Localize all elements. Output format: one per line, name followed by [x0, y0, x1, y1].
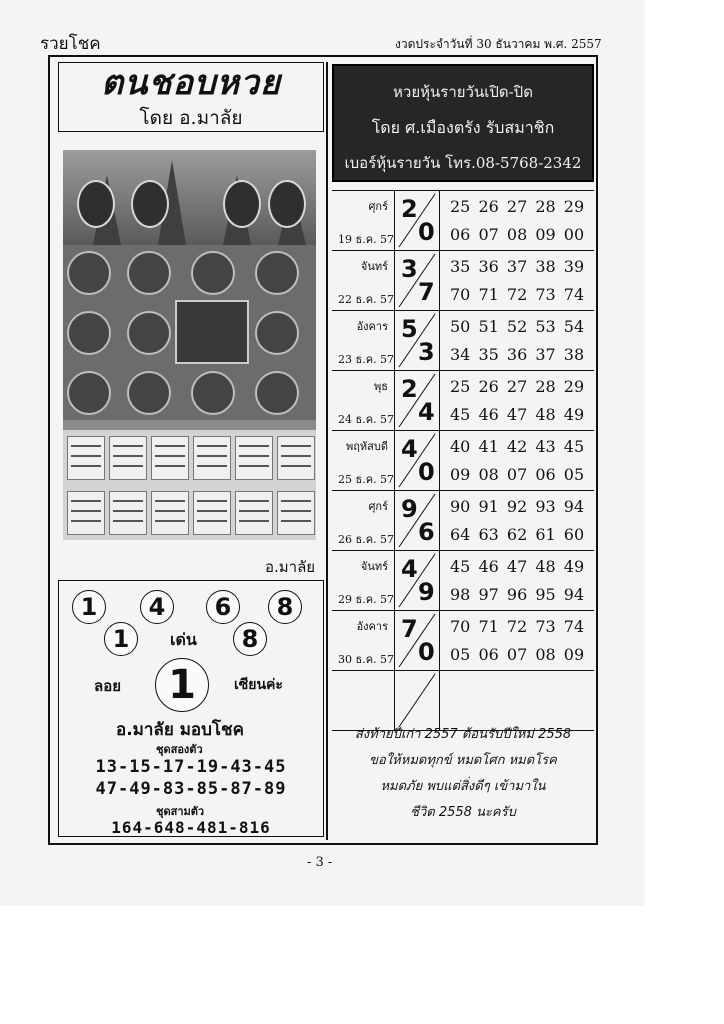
- result-date: 24 ธ.ค. 57: [338, 413, 395, 426]
- result-numbers-bottom: 05 06 07 08 09: [450, 645, 585, 664]
- column-divider: [326, 62, 328, 840]
- poster-caption: อ.มาลัย: [265, 558, 316, 576]
- result-digit-bottom: 6: [418, 518, 435, 546]
- column-byline: โดย อ.มาลัย: [139, 107, 243, 129]
- result-row: [332, 371, 594, 431]
- two-digit-line-2: 47-49-83-85-87-89: [95, 779, 287, 799]
- result-row: [332, 611, 594, 671]
- float-label: ลอย: [94, 677, 121, 695]
- result-day: จันทร์: [360, 560, 388, 573]
- result-digit-top: 4: [401, 555, 418, 583]
- result-digit-bottom: 0: [418, 638, 435, 666]
- issue-date: งวดประจำวันที่ 30 ธันวาคม พ.ศ. 2557: [395, 37, 602, 51]
- result-numbers-bottom: 98 97 96 95 94: [450, 585, 585, 604]
- result-numbers-top: 25 26 27 28 29: [450, 377, 585, 396]
- amulet-poster-image: [63, 150, 316, 540]
- result-day: จันทร์: [360, 260, 388, 273]
- stock-box-title: หวยหุ้นรายวันเปิด-ปิด: [393, 83, 533, 101]
- results-table: [332, 190, 594, 731]
- result-numbers-bottom: 06 07 08 09 00: [450, 225, 585, 244]
- result-date: 25 ธ.ค. 57: [338, 473, 395, 486]
- result-numbers-top: 45 46 47 48 49: [450, 557, 585, 576]
- result-numbers-bottom: 70 71 72 73 74: [450, 285, 585, 304]
- result-digit-pair: [394, 431, 440, 490]
- result-row: [332, 491, 594, 551]
- message-line-4: ชีวิต 2558 นะครับ: [410, 805, 516, 820]
- result-digit-bottom: 0: [418, 458, 435, 486]
- result-digit-pair: [394, 491, 440, 550]
- column-title-box: [58, 62, 324, 132]
- result-date: 22 ธ.ค. 57: [338, 293, 395, 306]
- top-number-4: 8: [268, 590, 302, 624]
- three-digit-label: ชุดสามตัว: [156, 805, 205, 818]
- result-digit-top: 2: [401, 195, 418, 223]
- tips-author: อ.มาลัย มอบโชค: [116, 720, 244, 740]
- lead-number-right: 8: [233, 622, 267, 656]
- result-digit-bottom: 3: [418, 338, 435, 366]
- result-row: [332, 431, 594, 491]
- calendar-strip-1: [63, 430, 316, 485]
- top-number-2: 4: [140, 590, 174, 624]
- new-year-message: [332, 722, 594, 840]
- result-row: [332, 251, 594, 311]
- stock-box-author: โดย ศ.เมืองตรัง รับสมาชิก: [371, 118, 555, 137]
- float-suffix: เซียนค่ะ: [234, 677, 283, 693]
- result-numbers-top: 50 51 52 53 54: [450, 317, 585, 336]
- result-numbers-top: 40 41 42 43 45: [450, 437, 585, 456]
- result-digit-top: 9: [401, 495, 418, 523]
- result-row: [332, 551, 594, 611]
- result-digit-pair: [394, 311, 440, 370]
- result-row: [332, 190, 594, 251]
- three-digit-line: 164-648-481-816: [111, 818, 271, 837]
- result-digit-bottom: 4: [418, 398, 435, 426]
- result-digit-pair: [394, 611, 440, 670]
- result-digit-top: 3: [401, 255, 418, 283]
- lead-label: เด่น: [170, 630, 197, 649]
- result-date: 23 ธ.ค. 57: [338, 353, 395, 366]
- result-numbers-top: 35 36 37 38 39: [450, 257, 585, 276]
- top-number-1: 1: [72, 590, 106, 624]
- result-digit-bottom: 7: [418, 278, 435, 306]
- result-day: อังคาร: [356, 620, 388, 633]
- result-numbers-bottom: 64 63 62 61 60: [450, 525, 585, 544]
- message-line-2: ขอให้หมดทุกข์ หมดโศก หมดโรค: [369, 753, 557, 768]
- calendar-strip-2: [63, 485, 316, 540]
- two-digit-line-1: 13-15-17-19-43-45: [95, 757, 287, 777]
- result-numbers-bottom: 09 08 07 06 05: [450, 465, 585, 484]
- result-digit-top: 4: [401, 435, 418, 463]
- amulet-grid: [63, 245, 316, 420]
- result-numbers-top: 70 71 72 73 74: [450, 617, 585, 636]
- stock-lottery-box: [332, 64, 594, 182]
- result-numbers-bottom: 34 35 36 37 38: [450, 345, 585, 364]
- lead-number-left: 1: [104, 622, 138, 656]
- result-day: ศุกร์: [368, 500, 388, 513]
- result-date: 26 ธ.ค. 57: [338, 533, 395, 546]
- message-line-1: ส่งท้ายปีเก่า 2557 ต้อนรับปีใหม่ 2558: [354, 727, 572, 742]
- magazine-name: รวยโชค: [40, 34, 101, 54]
- result-numbers-top: 25 26 27 28 29: [450, 197, 585, 216]
- temple-banner: [63, 150, 316, 245]
- top-number-3: 6: [206, 590, 240, 624]
- result-digit-bottom: 0: [418, 218, 435, 246]
- result-digit-pair: [394, 191, 440, 250]
- result-digit-pair: [394, 551, 440, 610]
- result-digit-top: 2: [401, 375, 418, 403]
- result-date: 29 ธ.ค. 57: [338, 593, 395, 606]
- two-digit-label: ชุดสองตัว: [156, 743, 203, 756]
- message-line-3: หมดภัย พบแต่สิ่งดีๆ เข้ามาใน: [380, 779, 546, 794]
- result-digit-bottom: 9: [418, 578, 435, 606]
- result-numbers-top: 90 91 92 93 94: [450, 497, 585, 516]
- column-title: ตนชอบหวย: [101, 63, 281, 103]
- page-number: - 3 -: [307, 855, 333, 870]
- result-day: ศุกร์: [368, 200, 388, 213]
- result-row: [332, 311, 594, 371]
- stock-box-phone: เบอร์หุ้นรายวัน โทร.08-5768-2342: [344, 154, 582, 172]
- result-numbers-bottom: 45 46 47 48 49: [450, 405, 585, 424]
- float-number: 1: [155, 658, 209, 712]
- result-digit-pair: [394, 371, 440, 430]
- result-day: อังคาร: [356, 320, 388, 333]
- result-day: พฤหัสบดี: [345, 440, 388, 453]
- result-digit-top: 5: [401, 315, 418, 343]
- result-digit-top: 7: [401, 615, 418, 643]
- result-date: 19 ธ.ค. 57: [338, 233, 395, 246]
- result-day: พุธ: [374, 380, 388, 393]
- result-digit-pair: [394, 251, 440, 310]
- result-date: 30 ธ.ค. 57: [338, 653, 395, 666]
